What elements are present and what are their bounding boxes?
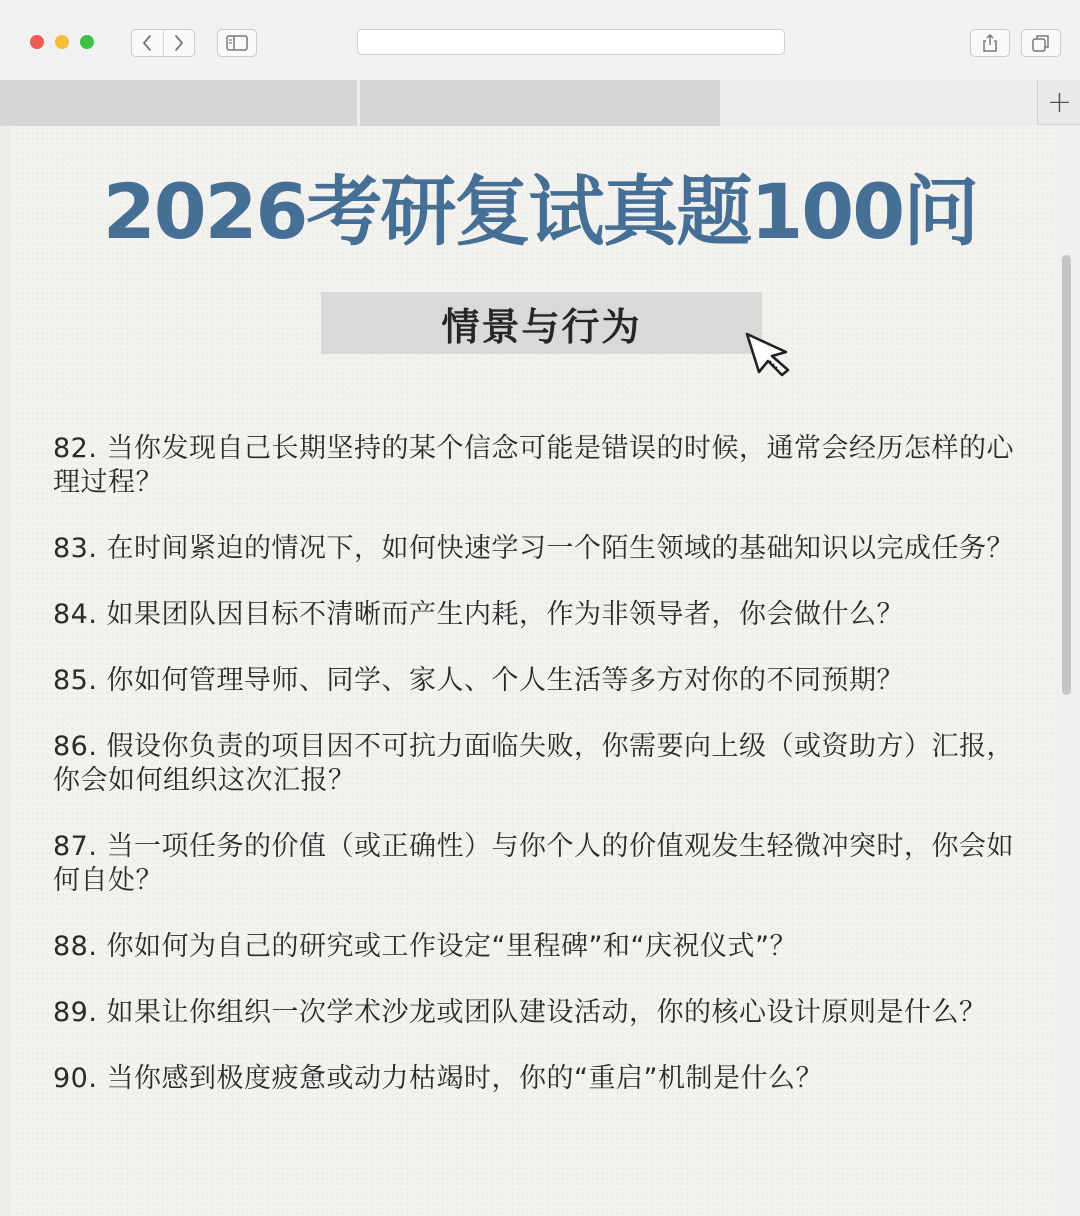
back-button[interactable] <box>132 30 163 56</box>
question-item: 82. 当你发现自己长期坚持的某个信念可能是错误的时候，通常会经历怎样的心理过程？ <box>53 433 1015 498</box>
section-heading: 情景与行为 <box>321 292 762 354</box>
question-item: 87. 当一项任务的价值（或正确性）与你个人的价值观发生轻微冲突时，你会如何自处？ <box>53 831 1015 896</box>
question-list <box>53 432 1038 1096</box>
browser-tab[interactable] <box>360 80 720 126</box>
new-tab-button[interactable]: + <box>1037 80 1080 125</box>
tab-strip <box>0 80 1080 126</box>
close-window-button[interactable] <box>30 35 44 49</box>
tabs-overview-icon <box>1032 34 1050 52</box>
question-item: 86. 假设你负责的项目因不可抗力面临失败，你需要向上级（或资助方）汇报，你会如何组织这次汇报？ <box>53 731 1015 796</box>
navigation-buttons <box>131 29 195 57</box>
address-bar[interactable] <box>357 29 785 55</box>
chevron-left-icon <box>141 34 153 52</box>
sidebar-toggle-button[interactable] <box>217 29 257 57</box>
mouse-pointer-icon <box>742 330 800 378</box>
minimize-window-button[interactable] <box>55 35 69 49</box>
sidebar-icon <box>226 35 248 51</box>
page-title: 2026考研复试真题100问 <box>102 167 978 256</box>
question-item: 85. 你如何管理导师、同学、家人、个人生活等多方对你的不同预期？ <box>53 665 905 696</box>
browser-toolbar <box>0 0 1080 81</box>
question-item: 89. 如果让你组织一次学术沙龙或团队建设活动，你的核心设计原则是什么？ <box>53 997 987 1028</box>
zoom-window-button[interactable] <box>80 35 94 49</box>
question-item: 84. 如果团队因目标不清晰而产生内耗，作为非领导者，你会做什么？ <box>53 599 905 630</box>
question-item: 83. 在时间紧迫的情况下，如何快速学习一个陌生领域的基础知识以完成任务？ <box>53 533 1015 564</box>
chevron-right-icon <box>173 34 185 52</box>
question-item: 90. 当你感到极度疲惫或动力枯竭时，你的“重启”机制是什么？ <box>53 1063 823 1094</box>
scrollbar-thumb[interactable] <box>1062 255 1071 695</box>
tabs-overview-button[interactable] <box>1021 29 1061 57</box>
share-button[interactable] <box>970 29 1010 57</box>
forward-button[interactable] <box>163 30 195 56</box>
question-item: 88. 你如何为自己的研究或工作设定“里程碑”和“庆祝仪式”？ <box>53 931 797 962</box>
browser-tab[interactable] <box>0 80 357 126</box>
share-icon <box>982 33 998 53</box>
